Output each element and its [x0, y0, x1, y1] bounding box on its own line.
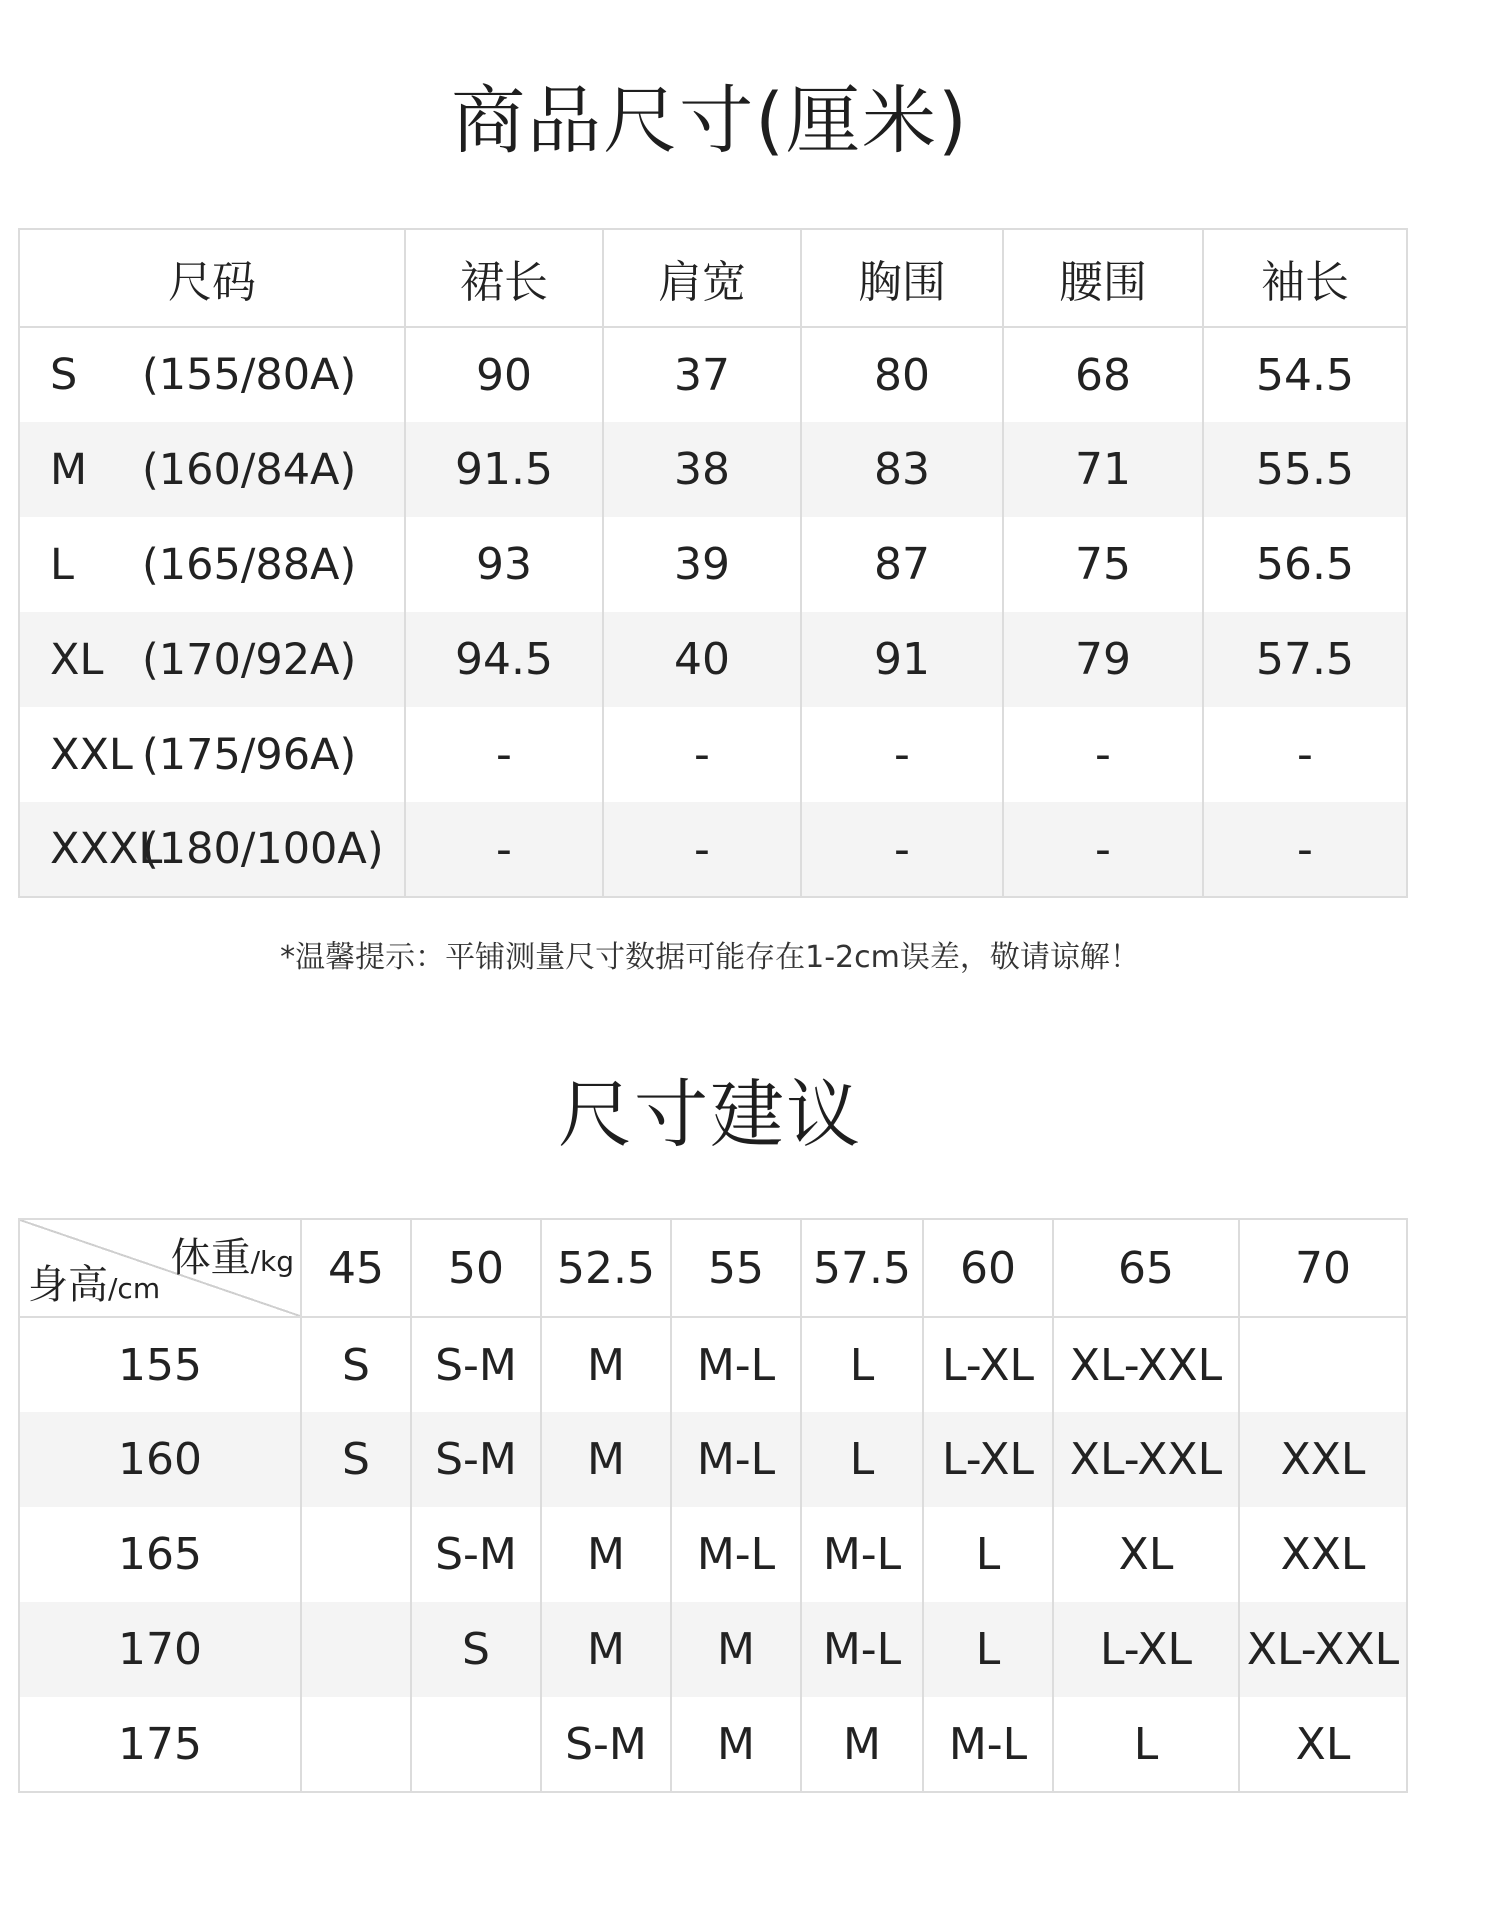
- size-cell: S: [301, 1317, 411, 1412]
- size-chart-table: [18, 228, 1408, 898]
- size-cell: L: [801, 1317, 923, 1412]
- cell-shoulder: 38: [603, 422, 801, 517]
- cell-waist: 79: [1003, 612, 1203, 707]
- weight-header: 65: [1053, 1219, 1239, 1317]
- size-cell: M: [801, 1697, 923, 1792]
- height-cell: 170: [19, 1602, 301, 1697]
- size-cell: M-L: [671, 1507, 801, 1602]
- size-cell: XL: [1053, 1507, 1239, 1602]
- cell-waist: -: [1003, 802, 1203, 897]
- cell-shoulder: -: [603, 802, 801, 897]
- cell-sleeve: -: [1203, 802, 1407, 897]
- size-spec: (170/92A): [142, 634, 357, 685]
- table-row: [19, 517, 1407, 612]
- weight-header: 70: [1239, 1219, 1407, 1317]
- size-cell: S-M: [411, 1317, 541, 1412]
- size-chart-title: 商品尺寸(厘米): [451, 78, 969, 164]
- header-length: 裙长: [405, 229, 603, 327]
- size-spec: (165/88A): [142, 539, 357, 590]
- cell-chest: 87: [801, 517, 1003, 612]
- cell-sleeve: 54.5: [1203, 327, 1407, 422]
- weight-height-corner: [19, 1219, 301, 1317]
- advice-table-header: [19, 1219, 1407, 1317]
- weight-header: 57.5: [801, 1219, 923, 1317]
- size-cell: M-L: [801, 1507, 923, 1602]
- cell-waist: -: [1003, 707, 1203, 802]
- cell-chest: -: [801, 802, 1003, 897]
- size-label: [19, 422, 405, 517]
- cell-chest: 91: [801, 612, 1003, 707]
- size-cell: XL-XXL: [1053, 1317, 1239, 1412]
- size-cell: M: [671, 1697, 801, 1792]
- size-cell: L: [1053, 1697, 1239, 1792]
- table-row: [19, 1412, 1407, 1507]
- height-cell: 165: [19, 1507, 301, 1602]
- size-cell: S: [411, 1602, 541, 1697]
- cell-length: 91.5: [405, 422, 603, 517]
- size-cell: XL-XXL: [1053, 1412, 1239, 1507]
- table-row: [19, 802, 1407, 897]
- height-cell: 155: [19, 1317, 301, 1412]
- table-row: [19, 1602, 1407, 1697]
- size-cell: L: [923, 1507, 1053, 1602]
- size-cell: M: [671, 1602, 801, 1697]
- size-label: [19, 802, 405, 897]
- cell-shoulder: 39: [603, 517, 801, 612]
- weight-header: 55: [671, 1219, 801, 1317]
- cell-length: 90: [405, 327, 603, 422]
- height-cell: 160: [19, 1412, 301, 1507]
- size-cell: [301, 1507, 411, 1602]
- cell-chest: 83: [801, 422, 1003, 517]
- size-cell: M-L: [801, 1602, 923, 1697]
- cell-sleeve: 57.5: [1203, 612, 1407, 707]
- table-row: [19, 707, 1407, 802]
- size-spec: (155/80A): [142, 350, 357, 400]
- table-row: [19, 612, 1407, 707]
- cell-length: -: [405, 802, 603, 897]
- height-axis-label: 身高/cm: [28, 1262, 161, 1308]
- size-cell: M-L: [671, 1317, 801, 1412]
- weight-header: 52.5: [541, 1219, 671, 1317]
- size-cell: L-XL: [1053, 1602, 1239, 1697]
- size-cell: S-M: [411, 1507, 541, 1602]
- size-spec: (160/84A): [142, 444, 357, 495]
- size-code: XL: [50, 634, 104, 685]
- size-cell: L: [801, 1412, 923, 1507]
- size-cell: [301, 1697, 411, 1792]
- header-chest: 胸围: [801, 229, 1003, 327]
- size-cell: XXL: [1239, 1507, 1407, 1602]
- header-shoulder: 肩宽: [603, 229, 801, 327]
- cell-waist: 71: [1003, 422, 1203, 517]
- size-label: [19, 327, 405, 422]
- cell-length: -: [405, 707, 603, 802]
- table-row: [19, 1317, 1407, 1412]
- size-label: [19, 612, 405, 707]
- cell-waist: 75: [1003, 517, 1203, 612]
- size-cell: M: [541, 1412, 671, 1507]
- size-cell: M-L: [671, 1412, 801, 1507]
- weight-header: 50: [411, 1219, 541, 1317]
- size-label: [19, 707, 405, 802]
- size-cell: M: [541, 1602, 671, 1697]
- size-cell: XXL: [1239, 1412, 1407, 1507]
- size-cell: M: [541, 1317, 671, 1412]
- table-row: [19, 422, 1407, 517]
- size-spec: (180/100A): [142, 824, 384, 874]
- size-spec: (175/96A): [142, 729, 357, 780]
- cell-sleeve: -: [1203, 707, 1407, 802]
- header-waist: 腰围: [1003, 229, 1203, 327]
- cell-chest: -: [801, 707, 1003, 802]
- header-size: 尺码: [19, 229, 405, 327]
- measurement-note: *温馨提示：平铺测量尺寸数据可能存在1-2cm误差，敬请谅解！: [280, 940, 1140, 975]
- size-advice-title: 尺寸建议: [558, 1072, 862, 1158]
- size-cell: S: [301, 1412, 411, 1507]
- cell-chest: 80: [801, 327, 1003, 422]
- size-table-header: [19, 229, 1407, 327]
- size-cell: M: [541, 1507, 671, 1602]
- cell-waist: 68: [1003, 327, 1203, 422]
- size-cell: [301, 1602, 411, 1697]
- header-sleeve: 袖长: [1203, 229, 1407, 327]
- cell-shoulder: -: [603, 707, 801, 802]
- cell-sleeve: 56.5: [1203, 517, 1407, 612]
- height-cell: 175: [19, 1697, 301, 1792]
- size-cell: L-XL: [923, 1317, 1053, 1412]
- cell-shoulder: 37: [603, 327, 801, 422]
- cell-length: 93: [405, 517, 603, 612]
- size-code: L: [50, 539, 74, 590]
- size-cell: L: [923, 1602, 1053, 1697]
- weight-axis-label: 体重/kg: [170, 1235, 294, 1281]
- size-code: M: [50, 444, 88, 495]
- cell-length: 94.5: [405, 612, 603, 707]
- table-row: [19, 327, 1407, 422]
- table-row: [19, 1507, 1407, 1602]
- cell-shoulder: 40: [603, 612, 801, 707]
- size-advice-table: [18, 1218, 1408, 1793]
- size-cell: [1239, 1317, 1407, 1412]
- size-cell: S-M: [541, 1697, 671, 1792]
- size-code: XXXL: [50, 824, 163, 874]
- weight-header: 60: [923, 1219, 1053, 1317]
- weight-header: 45: [301, 1219, 411, 1317]
- size-cell: [411, 1697, 541, 1792]
- size-code: XXL: [50, 729, 133, 780]
- size-code: S: [50, 350, 78, 400]
- size-cell: S-M: [411, 1412, 541, 1507]
- cell-sleeve: 55.5: [1203, 422, 1407, 517]
- size-cell: M-L: [923, 1697, 1053, 1792]
- size-cell: XL-XXL: [1239, 1602, 1407, 1697]
- size-cell: L-XL: [923, 1412, 1053, 1507]
- table-row: [19, 1697, 1407, 1792]
- size-cell: XL: [1239, 1697, 1407, 1792]
- size-label: [19, 517, 405, 612]
